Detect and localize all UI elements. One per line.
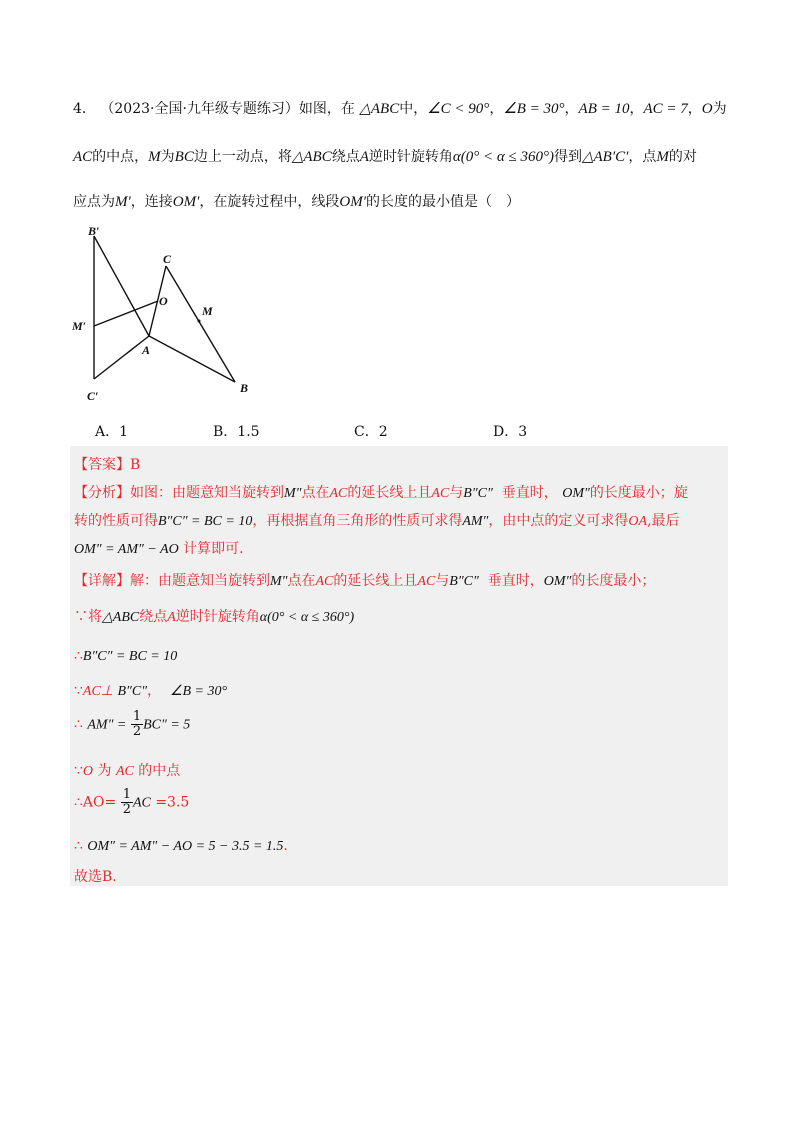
label-b-prime: B′ [88,224,100,238]
question-source: （2023·全国·九年级专题练习） [100,101,299,117]
detail-step-4: ∵AC⊥ B″C″， ∠B = 30° [74,683,228,699]
answer-value: B [130,457,141,473]
detail-step-6: ∵O 为 AC 的中点 [74,763,181,779]
segment-m-prime-o [94,301,158,326]
option-c: C．2 [354,424,388,440]
detail-step-7: ∴AO= $\frac{1}{2}$ AC =3.5 [74,787,190,817]
answer-line [74,454,140,474]
segment-b-prime-a [94,236,149,336]
geometry-figure [70,222,260,407]
label-a: A [142,343,151,357]
detail-step-2: ∵将△ABC绕点A逆时针旋转角α(0° < α ≤ 360°) [74,609,355,625]
option-d: D．3 [493,424,528,440]
label-m-prime: M′ [72,319,87,333]
option-b: B．1.5 [213,424,260,440]
label-c: C [163,252,172,266]
point-m-dot [198,320,201,323]
answer-tag: 【答案】 [74,457,130,473]
detail-tag: 【详解】 [74,573,130,589]
fraction-one-half-2: $\frac{1}{2}$ [122,787,131,817]
detail-line-1: 【详解】解：由题意知当旋转到M″点在AC的延长线上且AC与B″C″ 垂直时，OM″的长度最小； [74,573,656,589]
analysis-tag: 【分析】 [74,485,130,501]
detail-step-5: ∴ AM″ = $\frac{1}{2}$ BC″ = 5 [74,709,191,739]
answer-explanation-box [70,446,728,886]
label-c-prime: C′ [87,389,99,403]
question-line-2: AC的中点，M为BC边上一动点，将△ABC绕点A逆时针旋转角α(0° < α ≤ 360°)得到△AB′C′，点M的对 [73,149,697,165]
label-m: M [202,304,213,318]
option-a: A．1 [95,424,129,440]
question-line-3: 应点为M′，连接OM′，在旋转过程中，线段OM′的长度的最小值是（ ） [73,194,520,210]
segment-a-c-prime [94,336,149,379]
analysis-line-1: 【分析】如图：由题意知当旋转到M″点在AC的延长线上且AC与B″C″ 垂直时， OM″的长度最小；旋 [74,485,688,501]
detail-conclusion: 故选B. [74,869,117,885]
analysis-line-3: OM″ = AM″ − AO 计算即可. [74,541,244,557]
label-b: B [240,381,249,395]
detail-step-8: ∴ OM″ = AM″ − AO = 5 − 3.5 = 1.5. [74,838,288,854]
question-number: 4． [73,101,96,117]
detail-step-3: ∴B″C″ = BC = 10 [74,648,178,664]
question-line-1: 4． （2023·全国·九年级专题练习）如图，在 △ABC中，∠C < 90°，∠B = 30°，AB = 10，AC = 7，O为 [73,101,727,117]
fraction-one-half: $\frac{1}{2}$ [132,709,142,739]
segment-c-b [166,266,235,382]
label-o: O [159,294,168,308]
analysis-line-2: 转的性质可得B″C″ = BC = 10，再根据直角三角形的性质可求得AM″，由中点的定义可求得OA,最后 [74,513,680,529]
